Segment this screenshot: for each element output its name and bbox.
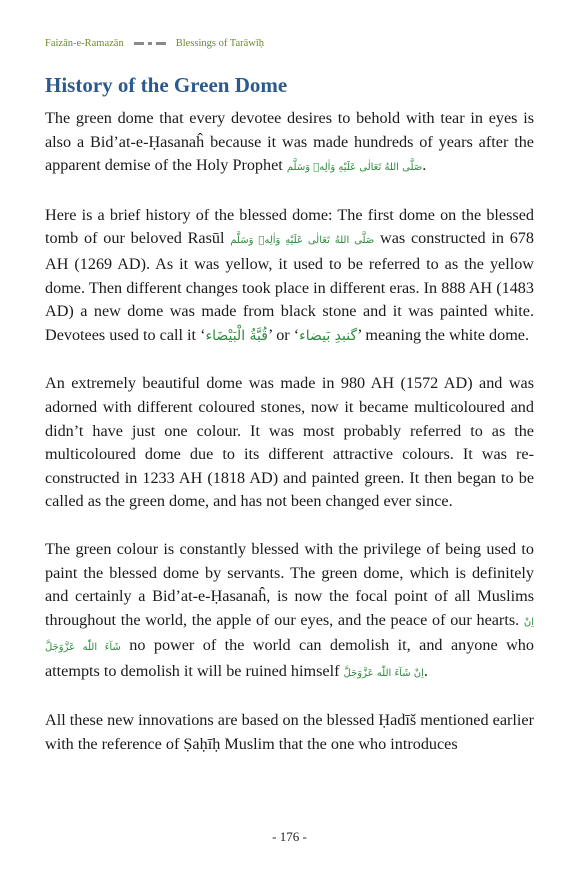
honorific-arabic: صَلَّى اللهُ تَعَالٰى عَلَيْهِ وَاٰلِهٖ وَسَلَّم [230, 235, 375, 247]
paragraph-5: All these new innovations are based on the blessed Ḥadīš mentioned earlier with the reference of Ṣaḥīḥ Muslim that the one who introduces [45, 711, 534, 754]
book-title: Faizān-e-Ramazān [45, 38, 124, 49]
paragraph-3: An extremely beautiful dome was made in 980 AH (1572 AD) and was adorned with different coloured stones, now it became multicoloured and didn’t have just one colour. It was most probably referred to as the multicoloured dome due to its different attractive colours. It was re-constructed in 1233 AH (1818 AD) and painted green. It then began to be called as the green dome, and has not been changed ever since. [45, 374, 534, 511]
insha-allah-arabic: اِنْ شَآءَ اللّٰه عَزَّوَجَلَّ [343, 667, 424, 679]
insha-allah-arabic: اِنْ شَآءَ اللّٰه عَزَّوَجَلَّ [45, 616, 534, 654]
honorific-arabic: صَلَّى اللهُ تَعَالٰى عَلَيْهِ وَاٰلِهٖ وَسَلَّم [286, 162, 423, 174]
paragraph-4: The green colour is constantly blessed with the privilege of being used to paint the blessed dome by servants. The green dome, which is definitely and certainly a Bid’at-e-Ḥasanaĥ, is now the focal point of all Muslims throughout the world, the apple of our eyes, and the peace of our hearts. اِنْ شَآءَ اللّٰه عَزَّوَجَلَّ no power of the world can demolish it, and anyone who attempts to demolish it will be ruined himself اِنْ شَآءَ اللّٰه عَزَّوَجَلَّ. [45, 539, 534, 680]
urdu-term-white-dome: گنبدِ بَیضاء [299, 327, 358, 344]
chapter-title: Blessings of Tarāwīḥ [175, 38, 265, 49]
page-number: - 176 - [272, 829, 307, 844]
arabic-term-white-dome: قُبَّةُ الْبَيْضَاء [205, 327, 268, 344]
body-text [45, 107, 534, 781]
section-title: History of the Green Dome [45, 73, 288, 97]
paragraph-1: The green dome that every devotee desires to behold with tear in eyes is also a Bid’at-e-Ḥasanaĥ because it was made hundreds of years after the apparent demise of the Holy Prophet صَلَّى اللهُ تَعَالٰى عَلَيْهِ وَاٰلِهٖ وَسَلَّم. [45, 109, 534, 175]
header-separator [134, 42, 166, 45]
running-header [45, 38, 264, 49]
paragraph-2: Here is a brief history of the blessed dome: The first dome on the blessed tomb of our beloved Rasūl صَلَّى اللهُ تَعَالٰى عَلَيْهِ وَاٰلِهٖ وَسَلَّم was constructed in 678 AH (1269 AD). As it was yellow, it used to be referred to as the yellow dome. Then different changes took place in different eras. In 888 AH (1483 AD) a new dome was made from black stone and it was painted white. Devotees used to call it ‘قُبَّةُ الْبَيْضَاء’ or ‘گنبدِ بَیضاء’ meaning the white dome. [45, 205, 534, 344]
